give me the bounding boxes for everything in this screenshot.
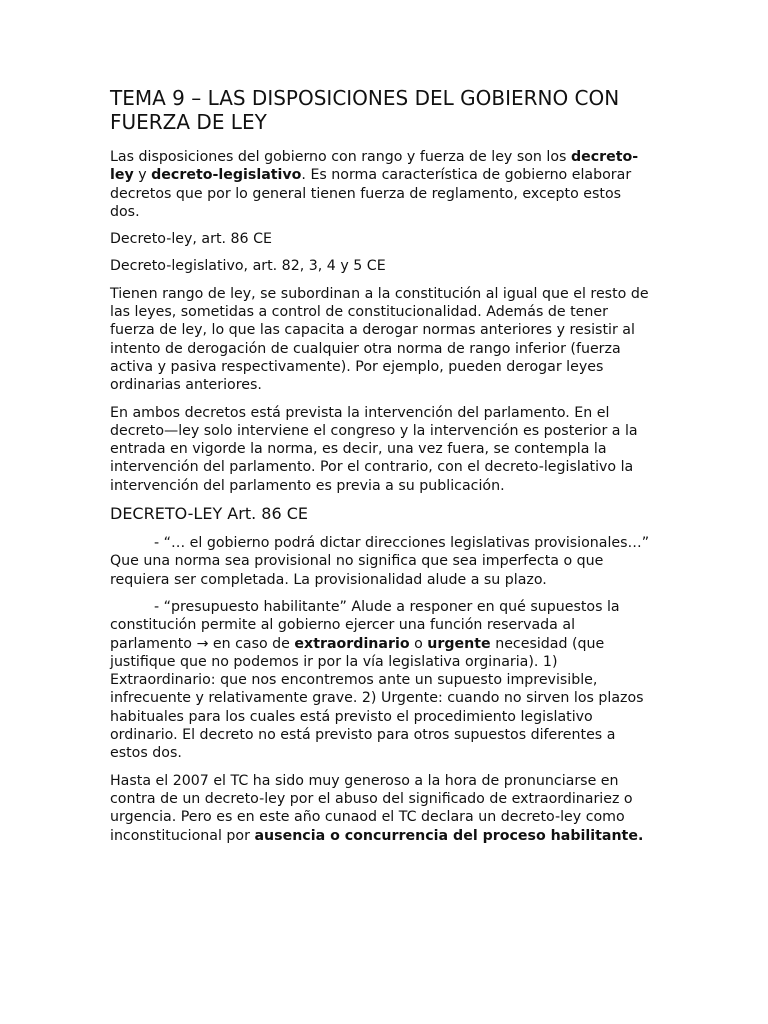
presupuesto-bold-urgente: urgente	[427, 635, 491, 652]
intro-text-3: . Es norma característica de gobierno elaborar decretos que por lo general tienen fuerza de reglamento, excepto estos dos.	[110, 167, 632, 220]
tc-bold-ausencia: ausencia o concurrencia del proceso habilitante.	[254, 827, 644, 844]
document-title: TEMA 9 – LAS DISPOSICIONES DEL GOBIERNO CON FUERZA DE LEY	[110, 86, 620, 134]
document-body	[110, 86, 655, 845]
presupuesto-text-1: - “presupuesto habilitante” Alude a responer en qué supuestos la constitución permite al gobierno ejercer una función reservada al parlamento → en caso de	[110, 598, 620, 652]
presupuesto-bold-extraordinario: extraordinario	[294, 635, 410, 652]
reference-decreto-legislativo: Decreto-legislativo, art. 82, 3, 4 y 5 CE	[110, 258, 386, 275]
presupuesto-text-2: o	[409, 635, 428, 652]
paragraph-tribunal-constitucional	[110, 772, 655, 845]
intro-bold-decreto-legislativo: decreto-legislativo	[151, 167, 302, 184]
tc-text-1: Hasta el 2007 el TC ha sido muy generoso a la hora de pronunciarse en contra de un decreto-ley por el abuso del significado de extraordinariez o urgencia. Pero es en este año cunaod el TC declara un decreto-ley como inconstitucional por	[110, 772, 633, 844]
section-heading-decreto-ley: DECRETO-LEY Art. 86 CE	[110, 504, 308, 524]
presupuesto-text-3: necesidad (que justifique que no podemos ir por la vía legislativa orginaria). 1) Extraordinario: que nos encontremos ante un supuesto imprevisible, infrecuente y relativamente grave. 2) Urgente: cuando no sirven los plazos habituales para los cuales está previsto el procedimiento legislativo ordinario. El decreto no está previsto para otros supuestos diferentes a estos dos.	[110, 635, 644, 762]
intro-paragraph	[110, 148, 655, 221]
intro-bold-decreto-ley: decreto-ley	[110, 149, 639, 184]
paragraph-presupuesto-habilitante	[110, 598, 655, 763]
reference-decreto-ley: Decreto-ley, art. 86 CE	[110, 231, 272, 248]
intro-text-2: y	[133, 167, 152, 184]
paragraph-intervencion-parlamento: En ambos decretos está prevista la intervención del parlamento. En el decreto—ley solo interviene el congreso y la intervención es posterior a la entrada en vigorde la norma, es decir, una vez fuera, se contempla la intervención del parlamento. Por el contrario, con el decreto-legislativo la intervención del parlamento es previa a su publicación.	[110, 404, 638, 494]
intro-text-1: Las disposiciones del gobierno con rango y fuerza de ley son los	[110, 149, 571, 165]
paragraph-rango-de-ley: Tienen rango de ley, se subordinan a la constitución al igual que el resto de las leyes, sometidas a control de constitucionalidad. Además de tener fuerza de ley, lo que las capacita a derogar normas anteriores y resistir al intento de derogación de cualquier otra norma de rango inferior (fuerza activa y pasiva respectivamente). Por ejemplo, pueden derogar leyes ordinarias anteriores.	[110, 285, 649, 394]
paragraph-provisional: - “… el gobierno podrá dictar direcciones legislativas provisionales…” Que una norma sea provisional no significa que sea imperfecta o que requiera ser completada. La provisionalidad alude a su plazo.	[110, 535, 650, 588]
